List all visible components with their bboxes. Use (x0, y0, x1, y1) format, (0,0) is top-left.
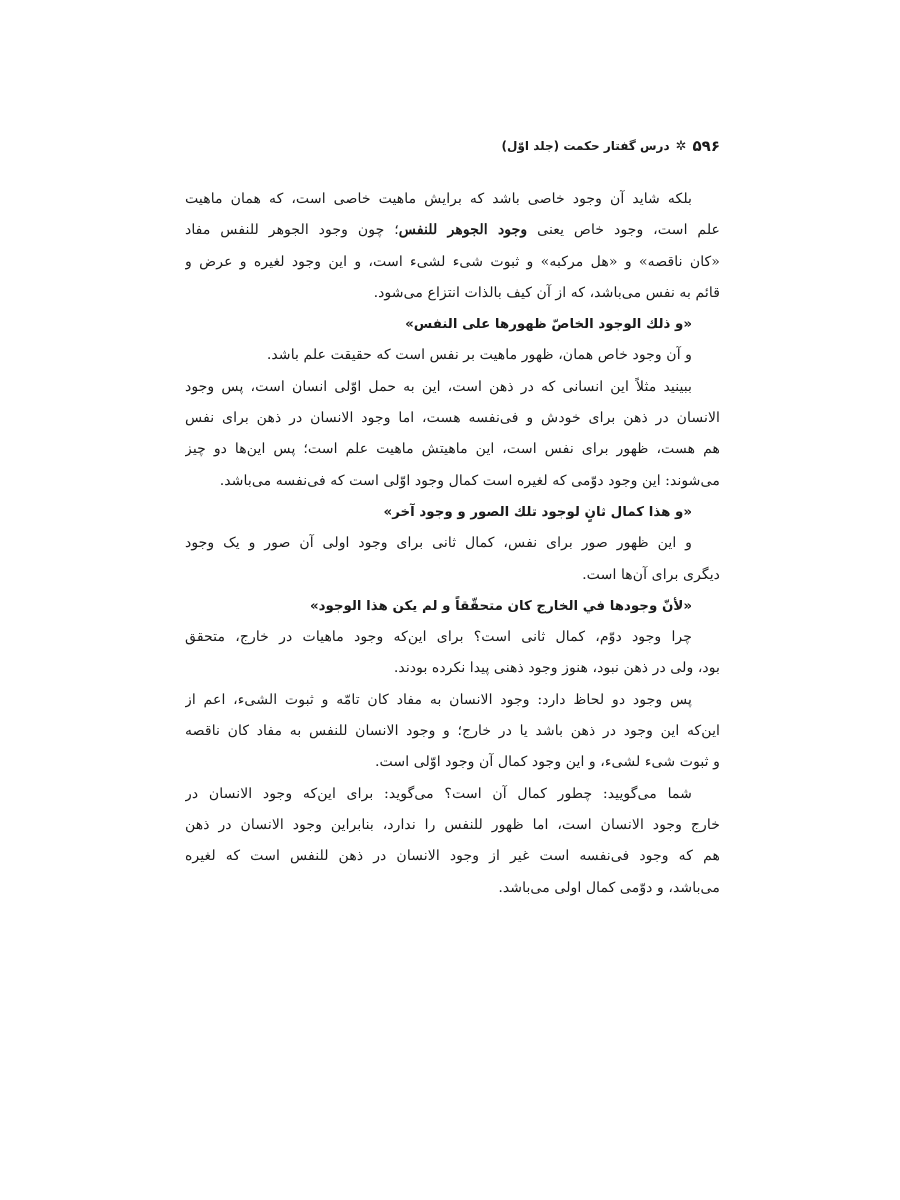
book-page (185, 136, 720, 904)
bold-term: وجود الجوهر للنفس (398, 222, 528, 239)
text-line: می‌شوند: این وجود دوّمی که لغیره است کمال وجود اوّلی است که فی‌نفسه می‌باشد. (219, 472, 720, 489)
page-number: ۵۹۶ (692, 137, 720, 155)
ornament-icon: ✲ (675, 138, 687, 154)
running-header (185, 136, 720, 156)
text-line: دیگری برای آن‌ها است. (582, 566, 720, 583)
text-line: و ثبوت شیء لشیء، و این وجود کمال آن وجود اوّلی است. (374, 754, 720, 771)
text-line: شما می‌گویید: چطور کمال آن است؟ می‌گوید: برای این‌که وجود الانسان در (185, 785, 692, 802)
arabic-quote: «و ذلك الوجود الخاصّ ظهورها على النفس» (405, 317, 692, 333)
text-line: «کان ناقصه» و «هل مرکبه» و ثبوت شیء لشیء است، و این وجود لغیره و عرض و (185, 253, 720, 270)
arabic-quote: «لأنّ وجودها في الخارج كان متحقّقاً و لم يكن هذا الوجود» (309, 598, 692, 614)
text-line: و آن وجود خاص همان، ظهور ماهیت بر نفس است که حقیقت علم باشد. (266, 347, 692, 364)
text-line: این‌که این وجود در ذهن باشد یا در خارج؛ و وجود الانسان للنفس به مفاد کان ناقصه (185, 723, 720, 740)
body-text (185, 184, 720, 904)
text-line: می‌باشد، و دوّمی کمال اولی می‌باشد. (498, 879, 720, 896)
text-line: چرا وجود دوّم، کمال ثانی است؟ برای این‌که وجود ماهیات در خارج، متحقق (185, 629, 692, 646)
text-line: هم که وجود فی‌نفسه است غیر از وجود الانسان در ذهن للنفس است که لغیره (185, 848, 720, 865)
text-line: بود، ولی در ذهن نبود، هنوز وجود ذهنی پیدا نکرده بودند. (393, 660, 720, 677)
text-line: خارج وجود الانسان است، اما ظهور للنفس را ندارد، بنابراین وجود الانسان در ذهن (185, 816, 720, 833)
text-line: علم است، وجود خاص یعنی وجود الجوهر للنفس؛ چون وجود الجوهر للنفس مفاد (185, 222, 720, 239)
running-title: درس گفتار حکمت (جلد اوّل) (501, 139, 670, 153)
text-line: قائم به نفس می‌باشد، که از آن کیف بالذات انتزاع می‌شود. (373, 284, 720, 301)
text-line: هم هست، ظهور برای نفس است، این ماهیتش ماهیت علم است؛ پس این‌ها دو چیز (185, 441, 720, 458)
text-line: بلکه شاید آن وجود خاصی باشد که برایش ماهیت خاصی است، که همان ماهیت (185, 191, 692, 207)
text-line: و این ظهور صور برای نفس، کمال ثانی برای وجود اولی آن صور و یک وجود (185, 535, 692, 552)
text-line: الانسان در ذهن برای خودش و فی‌نفسه هست، اما وجود الانسان در ذهن برای نفس (185, 410, 720, 427)
text-line: پس وجود دو لحاظ دارد: وجود الانسان به مفاد کان تامّه و ثبوت الشیء، اعم از (185, 691, 692, 708)
arabic-quote: «و هذا كمال ثانٍ لوجود تلك الصور و وجود آخر» (383, 504, 692, 520)
text-line: ببینید مثلاً این انسانی که در ذهن است، این به حمل اوّلی انسان است، پس وجود (185, 378, 692, 395)
